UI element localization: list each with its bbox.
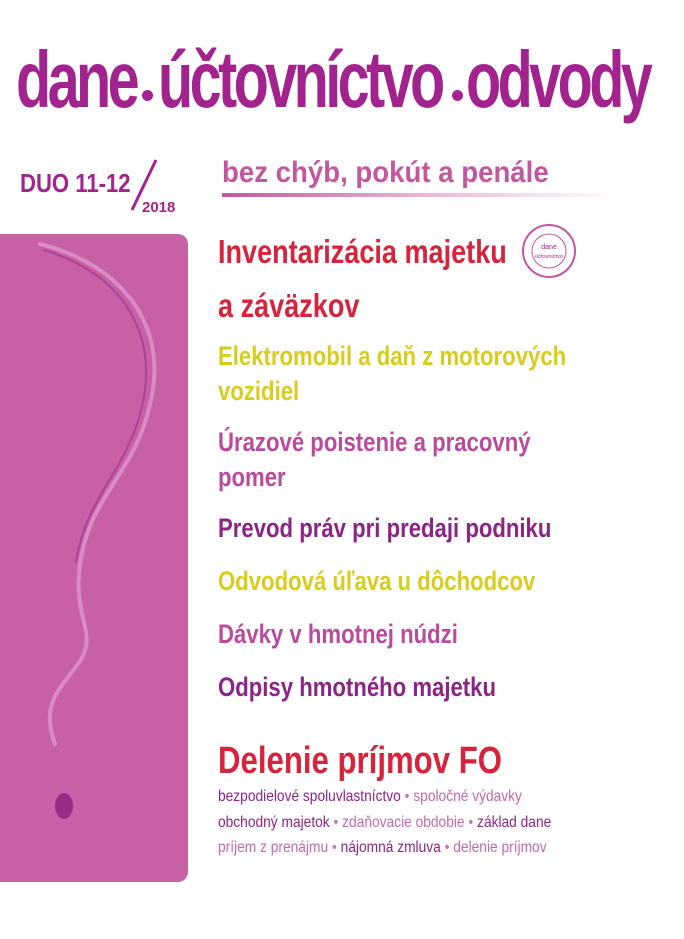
masthead-word-dane: dane (16, 35, 137, 124)
masthead-dot (142, 90, 153, 101)
feature-tag: delenie príjmov (453, 839, 547, 856)
masthead-word-odvody: odvody (466, 35, 650, 124)
feature-tags-line-1 (218, 789, 522, 805)
headline-odpisy: Odpisy hmotného majetku (218, 672, 497, 702)
svg-text:účtovníctvo: účtovníctvo (535, 254, 563, 260)
headline-urazove-poistenie-line2: pomer (218, 462, 286, 492)
masthead-dot (452, 90, 463, 101)
masthead-subtitle: bez chýb, pokút a penále (222, 156, 549, 189)
headline-davky-v-nudzi: Dávky v hmotnej núdzi (218, 619, 458, 649)
headline-inventarizacia: Inventarizácia majetku (218, 233, 507, 270)
tag-bullet: • (333, 814, 339, 831)
masthead-word-uctovnictvo: účtovníctvo (158, 35, 442, 124)
tag-bullet: • (404, 788, 410, 805)
tag-bullet: • (331, 839, 337, 856)
feature-tag: obchodný majetok (218, 814, 330, 831)
headline-urazove-poistenie: Úrazové poistenie a pracovný (218, 427, 531, 457)
headline-elektromobil-line2: vozidiel (218, 376, 300, 406)
headline-odvodova-ulava: Odvodová úľava u dôchodcov (218, 566, 536, 596)
masthead (16, 35, 650, 140)
stamp-seal (520, 222, 578, 280)
headline-prevod-prav: Prevod práv pri predaji podniku (218, 513, 552, 543)
feature-tag: zdaňovacie obdobie (342, 814, 465, 831)
feature-tag: bezpodielové spoluvlastníctvo (218, 788, 401, 805)
side-panel (0, 234, 188, 882)
feature-tag: nájomná zmluva (340, 839, 441, 856)
tag-bullet: • (468, 814, 474, 831)
feature-tag: príjem z prenájmu (218, 839, 329, 856)
feature-tag: spoločné výdavky (413, 788, 522, 805)
feature-title: Delenie príjmov FO (218, 740, 502, 782)
question-mark-graphic (0, 234, 188, 882)
feature-tags-line-3 (218, 840, 547, 856)
svg-text:dane: dane (541, 244, 557, 251)
issue-code: DUO 11-12 (20, 168, 131, 198)
feature-tags-line-2 (218, 815, 551, 831)
headline-elektromobil: Elektromobil a daň z motorových (218, 341, 567, 371)
subtitle-underline (222, 193, 622, 197)
headline-inventarizacia-line2: a záväzkov (218, 287, 360, 324)
issue-year: 2018 (142, 199, 176, 216)
tag-bullet: • (444, 839, 450, 856)
feature-tag: základ dane (477, 814, 552, 831)
